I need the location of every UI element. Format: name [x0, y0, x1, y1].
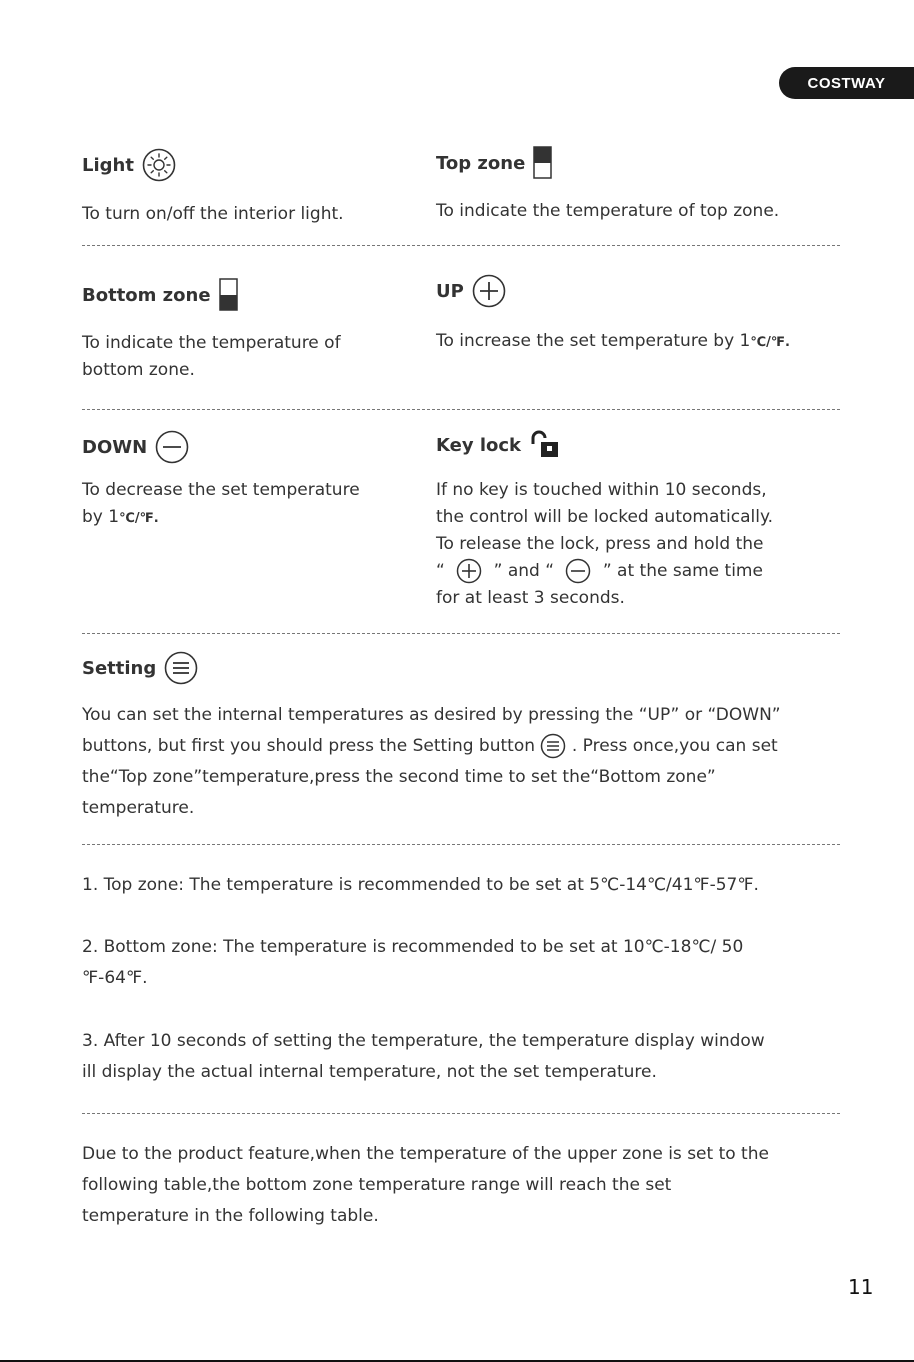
top-zone-heading: [436, 146, 553, 180]
down-heading: [82, 430, 189, 464]
setting-description: [82, 700, 781, 824]
up-text: To increase the set temperature by 1: [436, 331, 751, 351]
divider: [82, 633, 840, 634]
key-lock-line-2: the control will be locked automatically.: [436, 507, 774, 527]
plus-icon: [456, 558, 482, 584]
plus-icon: [472, 274, 506, 308]
padlock-icon: [529, 430, 561, 460]
top-zone-icon: [533, 146, 553, 180]
bottom-zone-description: [82, 330, 341, 384]
light-description: To turn on/off the interior light.: [82, 204, 344, 224]
divider: [82, 1113, 840, 1114]
key-lock-line-4: [436, 558, 773, 585]
bottom-zone-title: Bottom zone: [82, 284, 211, 306]
menu-icon: [540, 733, 566, 759]
light-heading: [82, 148, 176, 182]
key-lock-line-1: If no key is touched within 10 seconds,: [436, 480, 767, 500]
up-heading: [436, 274, 506, 308]
note-item-1: 1. Top zone: The temperature is recommended to be set at 5℃-14℃/41℉-57℉.: [82, 875, 759, 895]
page-number: 11: [848, 1275, 874, 1299]
feature-note-line-2: following table,the bottom zone temperature range will reach the set: [82, 1175, 672, 1195]
setting-line-2-a: buttons, but first you should press the Setting button: [82, 736, 535, 756]
setting-line-1: You can set the internal temperatures as desired by pressing the “UP” or “DOWN”: [82, 705, 781, 725]
feature-note-line-1: Due to the product feature,when the temperature of the upper zone is set to the: [82, 1144, 769, 1164]
key-lock-description: [436, 477, 773, 612]
setting-title: Setting: [82, 657, 157, 679]
key-lock-and: ” and “: [493, 561, 555, 581]
feature-note-line-3: temperature in the following table.: [82, 1206, 379, 1226]
light-title: Light: [82, 154, 134, 176]
setting-line-3: the“Top zone”temperature,press the second time to set the“Bottom zone”: [82, 767, 716, 787]
key-lock-quote-open: “: [436, 561, 445, 581]
top-zone-title: Top zone: [436, 152, 526, 174]
note-item-3-line-1: 3. After 10 seconds of setting the temperature, the temperature display window: [82, 1031, 765, 1051]
key-lock-same-time: ” at the same time: [602, 561, 763, 581]
menu-icon: [164, 651, 198, 685]
key-lock-line-3: To release the lock, press and hold the: [436, 534, 764, 554]
note-item-3: [82, 1026, 765, 1088]
divider: [82, 844, 840, 845]
bottom-zone-line-1: To indicate the temperature of: [82, 333, 341, 353]
down-line-1: To decrease the set temperature: [82, 480, 360, 500]
up-description: [436, 328, 790, 356]
down-description: [82, 477, 360, 532]
minus-icon: [155, 430, 189, 464]
feature-note: [82, 1139, 769, 1232]
setting-line-2-b: . Press once,you can set: [571, 736, 778, 756]
down-title: DOWN: [82, 436, 148, 458]
down-unit: ℃/℉.: [119, 511, 159, 526]
key-lock-title: Key lock: [436, 434, 522, 456]
brand-badge: COSTWAY: [779, 67, 914, 99]
setting-line-2: [82, 731, 781, 762]
up-unit: ℃/℉.: [750, 335, 790, 350]
key-lock-line-5: for at least 3 seconds.: [436, 588, 625, 608]
top-zone-description: To indicate the temperature of top zone.: [436, 201, 780, 221]
divider: [82, 245, 840, 246]
note-item-2-line-2: ℉-64℉.: [82, 968, 148, 988]
bottom-zone-icon: [219, 278, 239, 312]
minus-icon: [565, 558, 591, 584]
note-item-2-line-1: 2. Bottom zone: The temperature is recommended to be set at 10℃-18℃/ 50: [82, 937, 744, 957]
divider: [82, 409, 840, 410]
down-line-2: by 1: [82, 507, 120, 527]
up-title: UP: [436, 280, 464, 302]
setting-line-4: temperature.: [82, 798, 195, 818]
bottom-zone-heading: [82, 278, 239, 312]
bottom-zone-line-2: bottom zone.: [82, 360, 195, 380]
note-item-2: [82, 932, 743, 994]
key-lock-heading: [436, 430, 561, 460]
setting-heading: [82, 651, 198, 685]
light-bulb-icon: [142, 148, 176, 182]
note-item-3-line-2: ill display the actual internal temperature, not the set temperature.: [82, 1062, 657, 1082]
